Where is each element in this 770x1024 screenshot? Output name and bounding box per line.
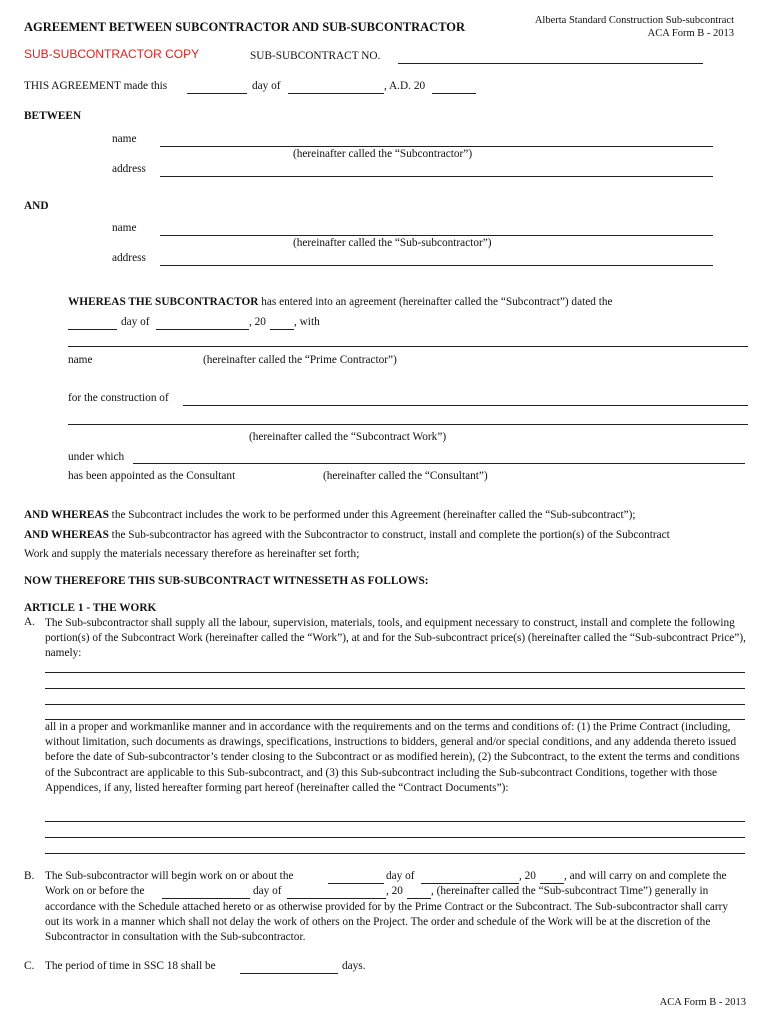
whereas-day-of-label: day of: [121, 316, 150, 328]
made-day-field[interactable]: [187, 93, 247, 94]
b-line1-b: day of: [386, 870, 415, 882]
article1-heading: ARTICLE 1 - THE WORK: [24, 602, 157, 614]
subcontractor-address-field[interactable]: [160, 176, 713, 177]
article1-a-label: A.: [24, 616, 35, 628]
made-year-field[interactable]: [432, 93, 476, 94]
b-line2-b: day of: [253, 885, 282, 897]
subsub-name-label: name: [112, 222, 137, 234]
subcontract-work-note: (hereinafter called the “Subcontract Work”): [249, 431, 447, 443]
work-description-line-3[interactable]: [45, 704, 745, 705]
work-description-line-2[interactable]: [45, 688, 745, 689]
and-whereas-2-text: the Sub-subcontractor has agreed with the Subcontractor to construct, install and complete the portion(s) of the Subcontract: [108, 529, 670, 541]
start-day-field[interactable]: [328, 883, 384, 884]
and-whereas-2-line2: Work and supply the materials necessary therefore as hereinafter set forth;: [24, 548, 360, 560]
construction-field[interactable]: [183, 405, 748, 406]
made-this-label: THIS AGREEMENT made this: [24, 80, 168, 92]
prime-note: (hereinafter called the “Prime Contractor”): [203, 354, 397, 366]
made-day-of-label: day of: [252, 80, 281, 92]
consultant-field[interactable]: [133, 463, 745, 464]
and-whereas-1: [24, 509, 636, 521]
form-name: [535, 14, 734, 40]
construction-field-2[interactable]: [68, 424, 748, 425]
made-month-field[interactable]: [288, 93, 384, 94]
finish-year-field[interactable]: [407, 898, 431, 899]
article1-b-label: B.: [24, 870, 35, 882]
subsub-name-field[interactable]: [160, 235, 713, 236]
finish-day-field[interactable]: [162, 898, 250, 899]
whereas-day-field[interactable]: [68, 329, 117, 330]
subcontractor-name-field[interactable]: [160, 146, 713, 147]
c-text-a: The period of time in SSC 18 shall be: [45, 960, 216, 972]
subsub-note: (hereinafter called the “Sub-subcontractor”): [293, 237, 492, 249]
b-line1-d: , and will carry on and complete the: [564, 870, 727, 882]
b-line1-c: , 20: [519, 870, 536, 882]
form-name-line2: ACA Form B - 2013: [647, 28, 734, 39]
whereas-year-label: , 20: [249, 316, 266, 328]
whereas-lead-rest: has entered into an agreement (hereinafter called the “Subcontract”) dated the: [258, 296, 613, 308]
consultant-note: (hereinafter called the “Consultant”): [323, 470, 488, 482]
c-text-b: days.: [342, 960, 366, 972]
article1-b-text: accordance with the Schedule attached hereto or as otherwise provided for by the Prime Contract or the Subcontract. The Sub-subcontractor shall carry out its work in a manner which shall not delay the work of others on the Project. The order and schedule of the Work will be at the discretion of the Subcontractor in consultation with the Sub-subcontractor.: [45, 901, 729, 944]
copy-label: SUB-SUBCONTRACTOR COPY: [24, 47, 200, 61]
contract-no-field[interactable]: [398, 63, 703, 64]
b-line2-a: Work on or before the: [45, 885, 145, 897]
work-description-line-1[interactable]: [45, 672, 745, 673]
prime-name-label: name: [68, 354, 93, 366]
whereas-year-field[interactable]: [270, 329, 294, 330]
now-therefore: NOW THEREFORE THIS SUB-SUBCONTRACT WITNESSETH AS FOLLOWS:: [24, 575, 429, 587]
finish-month-field[interactable]: [287, 898, 386, 899]
and-whereas-2: [24, 529, 670, 541]
b-line2-c: , 20: [386, 885, 403, 897]
and-whereas-1-text: the Subcontract includes the work to be performed under this Agreement (hereinafter called the “Sub-subcontract”);: [108, 509, 636, 521]
b-line2-d: , (hereinafter called the “Sub-subcontract Time”) generally in: [431, 885, 709, 897]
prime-contractor-field[interactable]: [68, 346, 748, 347]
subsub-address-field[interactable]: [160, 265, 713, 266]
and-whereas-1-lead: AND WHEREAS: [24, 509, 109, 521]
contract-no-label: SUB-SUBCONTRACT NO.: [250, 50, 381, 62]
made-ad-label: , A.D. 20: [384, 80, 426, 92]
whereas-with-label: , with: [294, 316, 320, 328]
whereas-lead: WHEREAS THE SUBCONTRACTOR: [68, 296, 259, 308]
form-name-line1: Alberta Standard Construction Sub-subcontract: [534, 15, 734, 26]
whereas-month-field[interactable]: [156, 329, 249, 330]
under-which-label: under which: [68, 451, 125, 463]
subsub-address-label: address: [112, 252, 146, 264]
article1-c-label: C.: [24, 960, 35, 972]
and-whereas-2-lead: AND WHEREAS: [24, 529, 109, 541]
start-year-field[interactable]: [540, 883, 564, 884]
subcontractor-address-label: address: [112, 163, 146, 175]
subcontractor-note: (hereinafter called the “Subcontractor”): [293, 148, 473, 160]
b-line1-a: The Sub-subcontractor will begin work on or about the: [45, 870, 294, 882]
documents-line-2[interactable]: [45, 837, 745, 838]
document-title: AGREEMENT BETWEEN SUBCONTRACTOR AND SUB-SUBCONTRACTOR: [24, 20, 466, 34]
between-label: BETWEEN: [24, 110, 82, 122]
footer-form-name: ACA Form B - 2013: [659, 997, 746, 1008]
ssc18-days-field[interactable]: [240, 973, 338, 974]
subcontractor-name-label: name: [112, 133, 137, 145]
article1-a-text2: all in a proper and workmanlike manner and in accordance with the requirements and on the terms and conditions of: (1) the Prime Contract (including, without limitation, such documents as drawings, specifications, instructions to bidders, general and/or special conditions, and any addenda thereto issued before the date of Sub-subcontractor’s tender closing to the Subcontract or as modified herein), (2) the Subcontract, to the extent the terms and conditions of the Subcontract are applicable to this Sub-subcontract, and (3) this Sub-subcontract including the Sub-subcontract Conditions, together with those Appendices, if any, listed hereafter forming part hereof (hereinafter called the “Contract Documents”):: [45, 721, 740, 794]
documents-line-1[interactable]: [45, 821, 745, 822]
construction-of-label: for the construction of: [68, 392, 169, 404]
documents-line-3[interactable]: [45, 853, 745, 854]
and-label: AND: [24, 200, 49, 212]
consultant-appointed-label: has been appointed as the Consultant: [68, 470, 236, 482]
start-month-field[interactable]: [421, 883, 519, 884]
whereas-line1: [68, 296, 613, 308]
article1-a-text: The Sub-subcontractor shall supply all the labour, supervision, materials, tools, and equipment necessary to construct, install and complete the following portion(s) of the Subcontract Work (hereinafter called the “Work”), at and for the Sub-subcontract price(s) (hereinafter called the “Sub-subcontract Price”), namely:: [45, 617, 746, 660]
